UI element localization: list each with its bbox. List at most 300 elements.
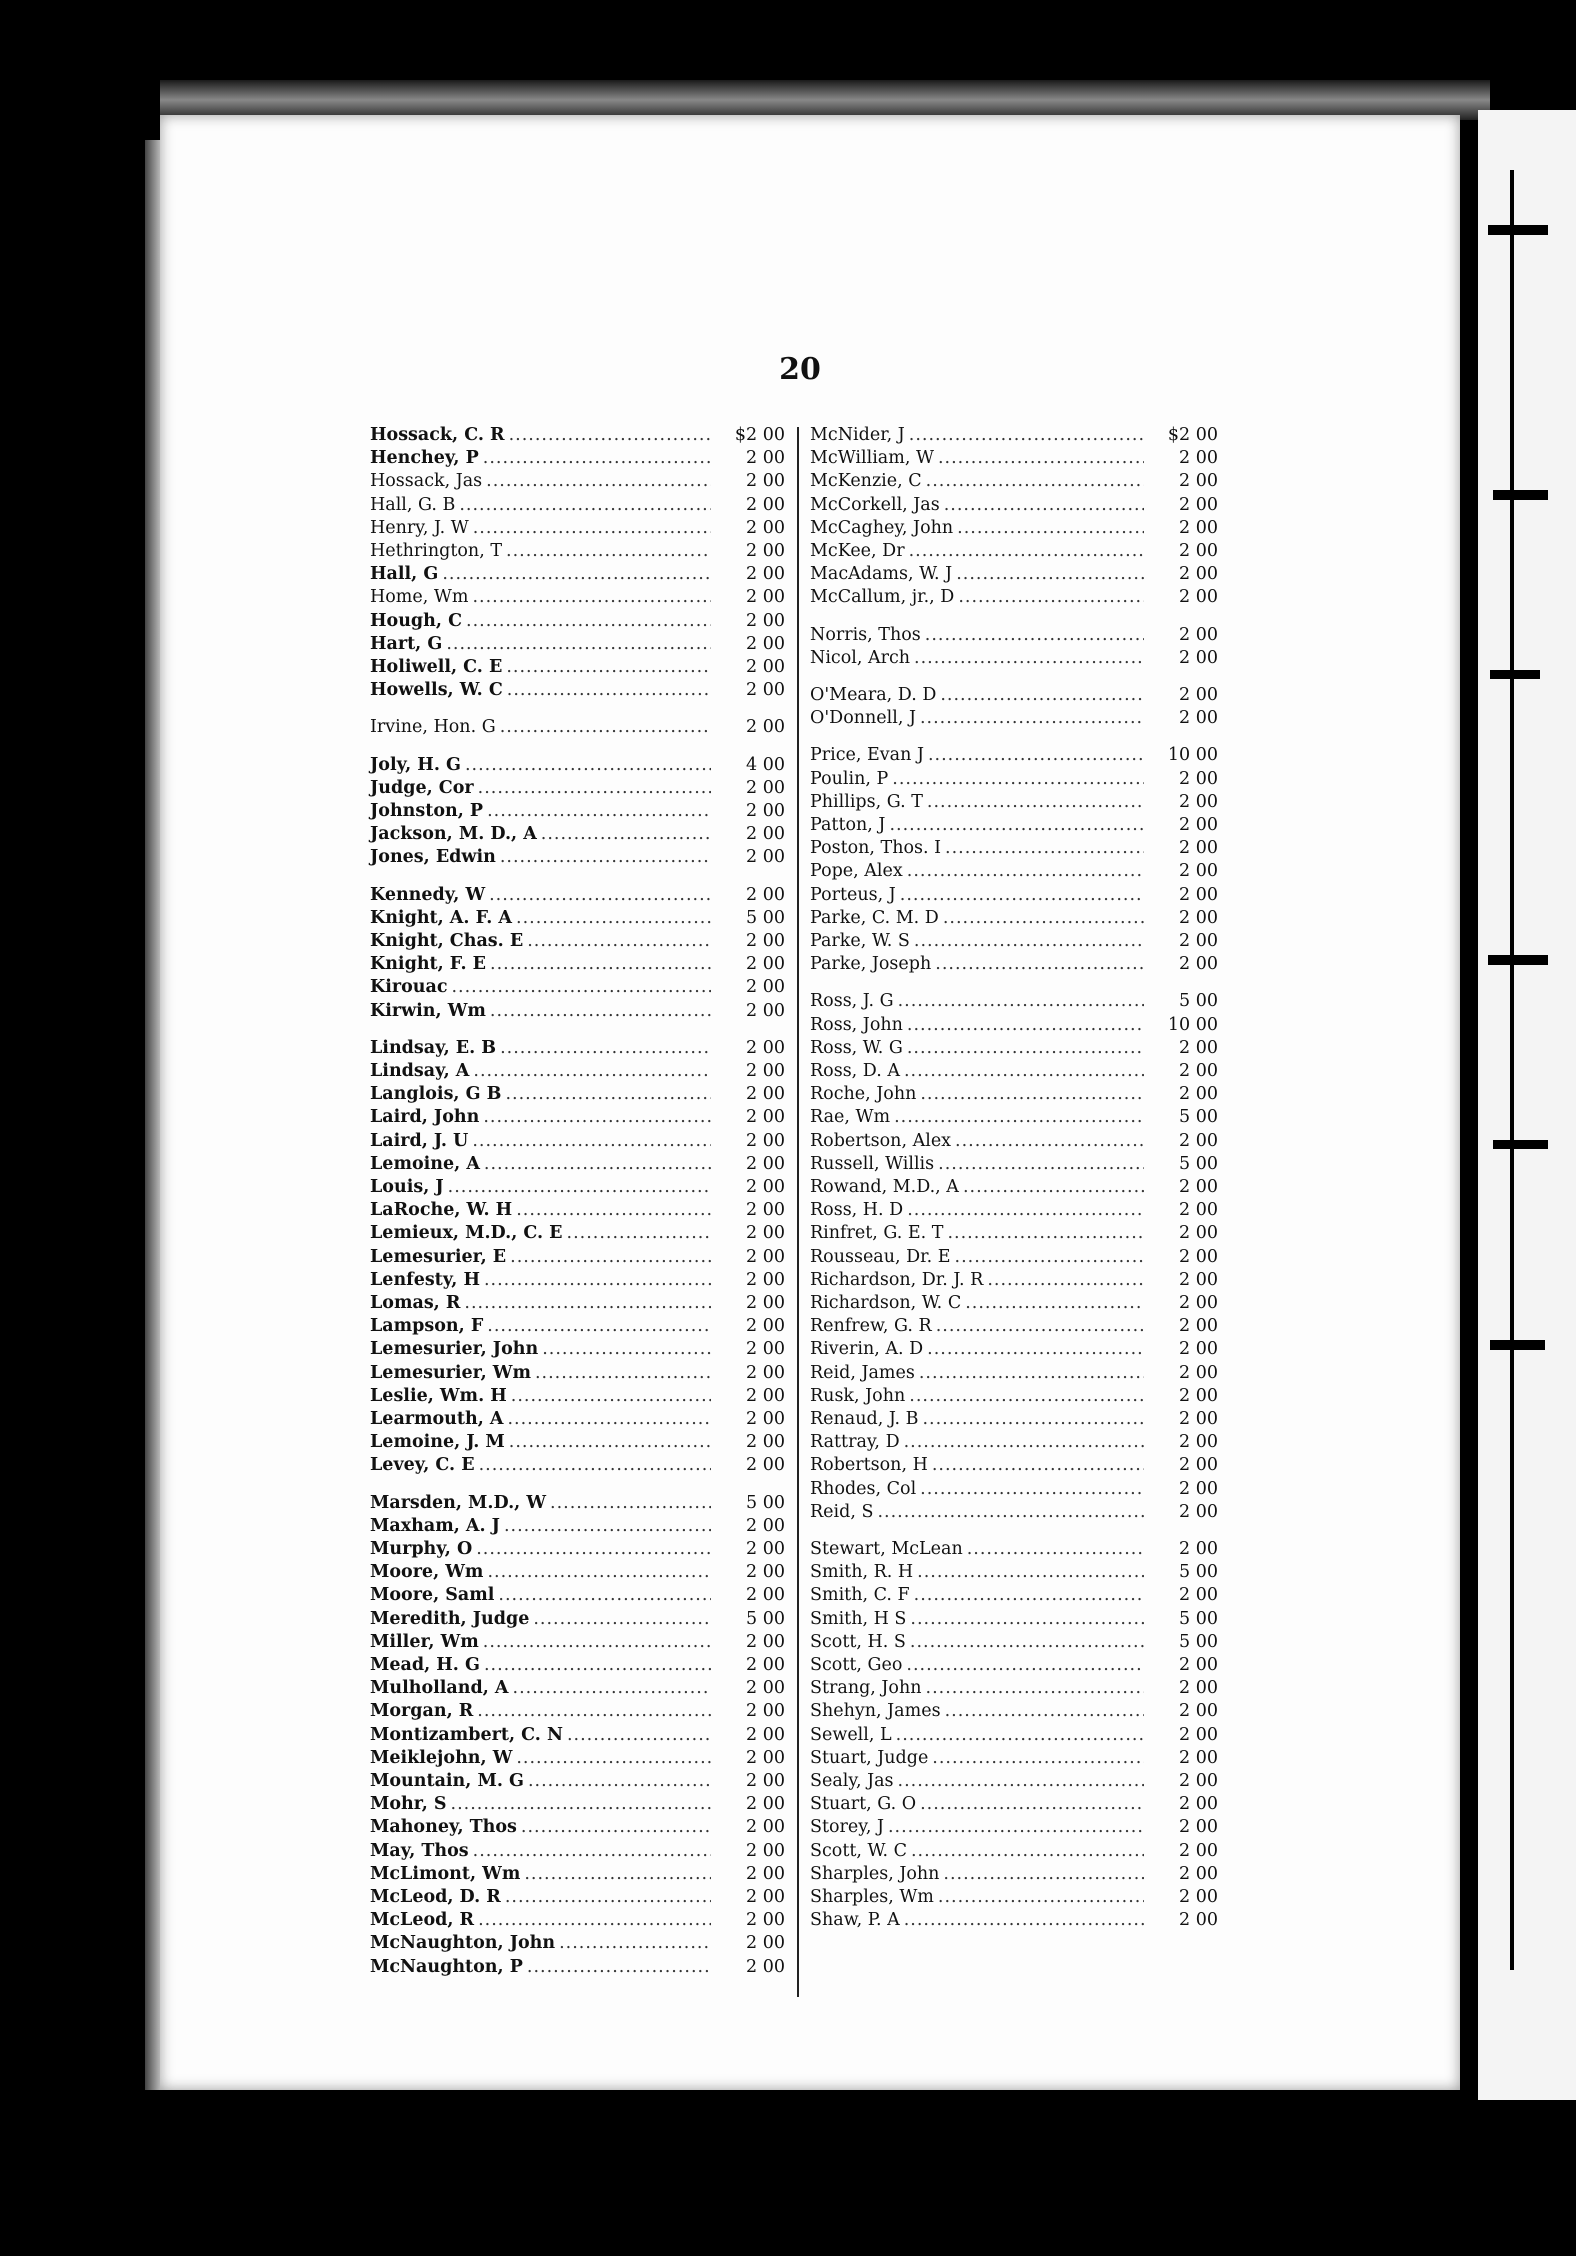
subscriber-name: Jones, Edwin (370, 847, 496, 868)
subscriber-name: Laird, John (370, 1107, 480, 1128)
subscription-amount: 2 00 (1179, 1478, 1218, 1499)
list-item (810, 1432, 1218, 1455)
list-item (810, 1177, 1218, 1200)
list-item (810, 708, 1218, 731)
list-item (370, 1632, 785, 1655)
list-item (370, 885, 785, 908)
subscriber-name: McCorkell, Jas (810, 494, 940, 515)
list-item (370, 1432, 785, 1455)
dot-leader (940, 685, 1144, 705)
dot-leader (944, 495, 1144, 515)
subscription-amount: 2 00 (746, 1817, 785, 1838)
dot-leader (910, 1632, 1144, 1652)
list-item (370, 1957, 785, 1980)
list-item (370, 1223, 785, 1246)
subscriber-name: Lemoine, J. M (370, 1432, 505, 1453)
list-item (370, 680, 785, 703)
subscriber-name: Joly, H. G (370, 754, 461, 775)
list-item (810, 1061, 1218, 1084)
subscription-amount: 2 00 (746, 1316, 785, 1337)
subscription-amount: 2 00 (1179, 541, 1218, 561)
list-item (810, 1409, 1218, 1432)
list-item (810, 838, 1218, 861)
list-item (370, 1316, 785, 1339)
dot-leader (473, 1061, 711, 1081)
list-item (810, 425, 1218, 448)
subscription-amount: 2 00 (746, 471, 785, 492)
list-item (370, 448, 785, 471)
dot-leader (542, 1339, 711, 1359)
subscriber-name: Lenfesty, H (370, 1269, 480, 1290)
dot-leader (466, 611, 711, 631)
subscriber-name: Hethrington, T (370, 541, 502, 561)
subscription-amount: 5 00 (746, 907, 785, 928)
subscription-amount: 2 00 (1179, 815, 1218, 835)
dot-leader (904, 1432, 1144, 1452)
subscription-amount: 5 00 (746, 1608, 785, 1629)
list-item (370, 1516, 785, 1539)
subscriber-name: Meredith, Judge (370, 1608, 530, 1629)
list-item (810, 815, 1218, 838)
subscription-amount: 2 00 (1179, 838, 1218, 859)
dot-leader (478, 778, 711, 798)
list-item (370, 1701, 785, 1724)
list-item (370, 1131, 785, 1154)
subscriber-name: Murphy, O (370, 1539, 473, 1559)
subscriber-name: Robertson, H (810, 1455, 928, 1476)
dot-leader (451, 977, 711, 997)
subscriber-name: Parke, Joseph (810, 954, 932, 975)
subscriber-name: Morgan, R (370, 1701, 474, 1722)
subscription-amount: 2 00 (746, 1084, 785, 1105)
list-item (370, 977, 785, 1000)
subscription-amount: 2 00 (746, 633, 785, 654)
subscription-amount: 2 00 (746, 931, 785, 951)
list-item (810, 1562, 1218, 1585)
dot-leader (909, 425, 1144, 445)
subscription-amount: 2 00 (1179, 1339, 1218, 1360)
subscriber-name: Stuart, Judge (810, 1747, 929, 1768)
subscriber-name: Moore, Wm (370, 1562, 484, 1583)
subscriber-name: McCaghey, John (810, 517, 954, 538)
dot-leader (465, 755, 711, 775)
subscription-amount: 2 00 (1179, 1817, 1218, 1838)
subscriber-name: Ross, D. A (810, 1061, 900, 1081)
dot-leader (506, 541, 711, 561)
subscription-amount: 2 00 (746, 610, 785, 631)
subscriber-name: Scott, H. S (810, 1631, 906, 1652)
subscription-amount: 5 00 (1179, 1631, 1218, 1652)
subscriber-name: Lomas, R (370, 1293, 461, 1313)
list-item (810, 861, 1218, 884)
list-item (370, 564, 785, 587)
dot-leader (477, 1701, 711, 1721)
subscriber-name: Ross, H. D (810, 1200, 904, 1221)
subscriber-name: Nicol, Arch (810, 647, 911, 668)
list-item (810, 1084, 1218, 1107)
subscription-amount: 2 00 (746, 884, 785, 905)
dot-leader (932, 1455, 1144, 1475)
list-item (370, 587, 785, 610)
subscription-amount: 2 00 (1179, 1840, 1218, 1861)
dot-leader (511, 1386, 711, 1406)
dot-leader (945, 1701, 1144, 1721)
list-item (810, 1502, 1218, 1525)
dot-leader (927, 792, 1144, 812)
list-item (810, 1247, 1218, 1270)
subscriber-name: Shaw, P. A (810, 1910, 900, 1931)
dot-leader (479, 1455, 711, 1475)
subscription-amount: 2 00 (746, 494, 785, 515)
list-item (810, 1316, 1218, 1339)
subscriber-name: Norris, Thos (810, 624, 921, 645)
list-item (370, 1678, 785, 1701)
list-item (810, 1794, 1218, 1817)
list-item (370, 1339, 785, 1362)
subscriber-name: Riverin, A. D (810, 1339, 924, 1360)
list-item (810, 1771, 1218, 1794)
dot-leader (914, 931, 1144, 951)
subscription-amount: 2 00 (746, 1000, 785, 1021)
list-item (370, 1247, 785, 1270)
subscriber-name: Price, Evan J (810, 745, 924, 766)
subscription-amount: 2 00 (746, 1863, 785, 1884)
list-item (810, 1701, 1218, 1724)
dot-leader (507, 680, 711, 700)
subscriber-name: Phillips, G. T (810, 791, 923, 812)
list-item (370, 1038, 785, 1061)
subscription-amount: 2 00 (1179, 587, 1218, 608)
list-item (810, 1655, 1218, 1678)
list-item (810, 1293, 1218, 1316)
subscriber-name: Judge, Cor (370, 777, 474, 798)
subscription-amount: 2 00 (746, 777, 785, 798)
list-item (370, 1200, 785, 1223)
dot-leader (483, 1107, 711, 1127)
subscription-amount: $2 00 (734, 425, 785, 445)
subscription-amount: 2 00 (1179, 564, 1218, 585)
dot-leader (957, 518, 1144, 538)
subscriber-name: Johnston, P (370, 801, 484, 821)
subscription-amount: 2 00 (1179, 861, 1218, 882)
subscriber-name: Reid, James (810, 1362, 915, 1383)
subscriber-name: Leslie, Wm. H (370, 1385, 507, 1406)
dot-leader (507, 1409, 711, 1429)
subscriber-name: Knight, A. F. A (370, 907, 512, 928)
subscriber-name: Holiwell, C. E (370, 657, 503, 677)
subscriber-name: Patton, J (810, 815, 886, 835)
subscription-amount: 2 00 (1179, 1863, 1218, 1884)
subscription-amount: 5 00 (1179, 991, 1218, 1012)
dot-leader (896, 1725, 1144, 1745)
subscriber-name: Shehyn, James (810, 1701, 941, 1722)
subscription-amount: 2 00 (746, 1409, 785, 1429)
subscriber-name: Ross, W. G (810, 1037, 903, 1058)
list-item (810, 1632, 1218, 1655)
subscriber-name: McLeod, D. R (370, 1887, 501, 1907)
list-item (370, 1933, 785, 1956)
subscriber-name: Lindsay, A (370, 1061, 470, 1081)
dot-leader (506, 657, 711, 677)
dot-leader (500, 847, 711, 867)
subscriber-name: MacAdams, W. J (810, 564, 953, 585)
subscriber-name: Roche, John (810, 1084, 917, 1105)
list-item (370, 847, 785, 870)
subscription-amount: 2 00 (746, 1747, 785, 1768)
list-item (810, 564, 1218, 587)
subscriber-name: Richardson, Dr. J. R (810, 1269, 984, 1290)
subscriber-name: Hough, C (370, 610, 463, 631)
subscription-amount: 2 00 (1179, 1910, 1218, 1931)
dot-leader (945, 838, 1144, 858)
dot-leader (920, 1794, 1144, 1814)
dot-leader (955, 1247, 1144, 1267)
list-item (810, 1455, 1218, 1478)
subscriber-name: Knight, Chas. E (370, 931, 524, 951)
subscription-amount: 2 00 (746, 1631, 785, 1652)
subscription-amount: 2 00 (1179, 494, 1218, 515)
dot-leader (877, 1502, 1144, 1522)
subscription-amount: 2 00 (746, 1432, 785, 1453)
dot-leader (490, 954, 711, 974)
subscriber-name: Lindsay, E. B (370, 1037, 497, 1058)
subscription-amount: 2 00 (746, 1887, 785, 1907)
subscriber-name: Rousseau, Dr. E (810, 1246, 951, 1267)
list-item (810, 1363, 1218, 1386)
dot-leader (889, 815, 1144, 835)
subscription-amount: 2 00 (1179, 907, 1218, 928)
dot-leader (894, 1107, 1144, 1127)
subscription-amount: 2 00 (1179, 791, 1218, 812)
dot-leader (535, 1363, 711, 1383)
subscription-amount: 10 00 (1167, 745, 1218, 766)
subscriber-name: Renfrew, G. R (810, 1316, 932, 1337)
dot-leader (505, 1887, 711, 1907)
subscription-amount: 2 00 (1179, 1655, 1218, 1675)
subscriber-name: Poston, Thos. I (810, 838, 942, 859)
dot-leader (900, 885, 1144, 905)
dot-leader (909, 541, 1144, 561)
subscription-amount: 2 00 (1179, 647, 1218, 668)
subscription-amount: 2 00 (746, 1678, 785, 1699)
subscriber-name: McLeod, R (370, 1910, 475, 1931)
subscriber-name: Mohr, S (370, 1794, 447, 1815)
dot-leader (459, 495, 711, 515)
dot-leader (938, 448, 1144, 468)
subscription-amount: 2 00 (746, 1724, 785, 1745)
subscriber-name: Renaud, J. B (810, 1409, 919, 1429)
subscriber-name: Irvine, Hon. G (370, 717, 496, 738)
subscriber-name: Marsden, M.D., W (370, 1492, 547, 1513)
list-item (370, 1270, 785, 1293)
dot-leader (567, 1725, 711, 1745)
subscription-amount: 2 00 (1179, 1316, 1218, 1337)
dot-leader (528, 1771, 711, 1791)
list-item (810, 1748, 1218, 1771)
dot-leader (943, 1864, 1144, 1884)
dot-leader (907, 1038, 1144, 1058)
list-item (810, 991, 1218, 1014)
subscription-amount: 2 00 (746, 587, 785, 608)
list-item (370, 954, 785, 977)
subscriber-name: Stuart, G. O (810, 1794, 917, 1815)
dot-leader (516, 908, 711, 928)
list-item (810, 1038, 1218, 1061)
subscription-amount: 2 00 (746, 564, 785, 585)
column-divider (797, 427, 799, 1997)
dot-leader (927, 1339, 1144, 1359)
dot-leader (935, 954, 1144, 974)
subscriber-name: Pope, Alex (810, 861, 903, 882)
subscriber-name: Ross, J. G (810, 991, 894, 1012)
list-item (810, 1223, 1218, 1246)
subscription-amount: 2 00 (1179, 1037, 1218, 1058)
dot-leader (967, 1539, 1144, 1559)
subscription-amount: 2 00 (1179, 1177, 1218, 1197)
dot-leader (442, 564, 711, 584)
subscriber-name: O'Meara, D. D (810, 685, 937, 705)
dot-leader (888, 1817, 1144, 1837)
list-item (810, 792, 1218, 815)
subscription-amount: 2 00 (1179, 954, 1218, 975)
dot-leader (917, 1562, 1144, 1582)
subscriber-name: Parke, W. S (810, 931, 910, 951)
dot-leader (490, 1001, 711, 1021)
list-item (370, 1748, 785, 1771)
dot-leader (484, 1154, 711, 1174)
subscription-amount: 2 00 (746, 448, 785, 469)
dot-leader (510, 1247, 711, 1267)
dot-leader (947, 1223, 1144, 1243)
scan-top-edge (160, 80, 1490, 120)
list-item (810, 931, 1218, 954)
list-item (810, 1270, 1218, 1293)
list-item (810, 745, 1218, 768)
subscriber-name: McCallum, jr., D (810, 587, 955, 608)
list-item (370, 1841, 785, 1864)
list-item (370, 824, 785, 847)
subscription-amount: 2 00 (746, 717, 785, 738)
dot-leader (509, 1432, 711, 1452)
subscription-amount: 5 00 (1179, 1562, 1218, 1583)
list-item (810, 541, 1218, 564)
list-item (810, 448, 1218, 471)
dot-leader (451, 1794, 711, 1814)
subscription-amount: 2 00 (746, 1840, 785, 1861)
dot-leader (483, 448, 711, 468)
subscriber-name: Mountain, M. G (370, 1771, 524, 1791)
dot-leader (489, 885, 711, 905)
subscription-amount: 2 00 (1179, 1539, 1218, 1559)
subscription-amount: 2 00 (746, 1037, 785, 1058)
dot-leader (943, 908, 1144, 928)
subscription-amount: 2 00 (746, 1455, 785, 1476)
subscriber-name: McNaughton, P (370, 1956, 523, 1977)
subscriber-name: Mead, H. G (370, 1655, 480, 1675)
list-item (370, 1725, 785, 1748)
subscription-amount: 2 00 (1179, 1200, 1218, 1221)
subscriber-name: Learmouth, A (370, 1409, 504, 1429)
dot-leader (926, 471, 1144, 491)
list-item (810, 1817, 1218, 1840)
subscription-amount: $2 00 (1167, 425, 1218, 445)
dot-leader (919, 1363, 1144, 1383)
subscription-amount: 2 00 (746, 1362, 785, 1383)
list-item (810, 625, 1218, 648)
subscriber-name: Russell, Willis (810, 1153, 935, 1174)
subscriber-name: LaRoche, W. H (370, 1200, 513, 1221)
subscription-amount: 4 00 (746, 754, 785, 775)
subscription-amount: 2 00 (746, 1771, 785, 1791)
dot-leader (920, 1479, 1144, 1499)
dot-leader (925, 625, 1144, 645)
subscription-amount: 2 00 (1179, 1724, 1218, 1745)
subscriber-name: Rowand, M.D., A (810, 1177, 959, 1197)
page-number: 20 (779, 352, 821, 387)
subscriber-name: Jackson, M. D., A (370, 824, 537, 845)
dot-leader (509, 425, 711, 445)
subscriber-name: Knight, F. E (370, 954, 486, 975)
dot-leader (527, 1957, 711, 1977)
subscription-amount: 2 00 (1179, 1130, 1218, 1151)
dot-leader (516, 1748, 711, 1768)
subscription-amount: 2 00 (746, 1655, 785, 1675)
list-item (370, 717, 785, 740)
subscription-amount: 2 00 (1179, 1223, 1218, 1244)
subscription-amount: 2 00 (746, 680, 785, 701)
dot-leader (478, 1910, 711, 1930)
subscriber-name: Hall, G. B (370, 494, 456, 515)
subscriber-name: Langlois, G B (370, 1084, 502, 1105)
subscription-amount: 2 00 (1179, 931, 1218, 951)
dot-leader (906, 1655, 1144, 1675)
subscriber-name: Mulholland, A (370, 1678, 509, 1699)
list-item (370, 1001, 785, 1024)
subscription-amount: 2 00 (746, 1701, 785, 1722)
subscription-amount: 10 00 (1167, 1014, 1218, 1035)
subscription-amount: 2 00 (1179, 1887, 1218, 1907)
subscriber-name: O'Donnell, J (810, 708, 916, 729)
dot-leader (892, 769, 1144, 789)
subscriber-name: Poulin, P (810, 768, 889, 789)
list-item (810, 1015, 1218, 1038)
list-item (810, 471, 1218, 494)
subscription-amount: 2 00 (746, 1956, 785, 1977)
subscriber-name: Sharples, John (810, 1863, 940, 1884)
dot-leader (484, 1655, 711, 1675)
subscriber-name: Montizambert, C. N (370, 1724, 563, 1745)
subscription-amount: 2 00 (1179, 708, 1218, 729)
subscriber-name: Lampson, F (370, 1316, 484, 1337)
subscriber-name: Hossack, Jas (370, 471, 483, 492)
subscription-amount: 2 00 (1179, 1501, 1218, 1522)
subscriber-name: Rattray, D (810, 1432, 900, 1453)
dot-leader (922, 1409, 1144, 1429)
list-item (370, 1455, 785, 1478)
dot-leader (541, 824, 711, 844)
subscriber-name: Porteus, J (810, 884, 896, 905)
subscription-amount: 2 00 (746, 1562, 785, 1583)
subscriber-name: Maxham, A. J (370, 1515, 500, 1536)
subscriber-name: McLimont, Wm (370, 1863, 521, 1884)
subscriber-name: Sewell, L (810, 1724, 892, 1745)
list-item (370, 908, 785, 931)
list-item (370, 634, 785, 657)
list-item (370, 1493, 785, 1516)
list-item (810, 1725, 1218, 1748)
list-item (810, 1585, 1218, 1608)
dot-leader (907, 1015, 1144, 1035)
